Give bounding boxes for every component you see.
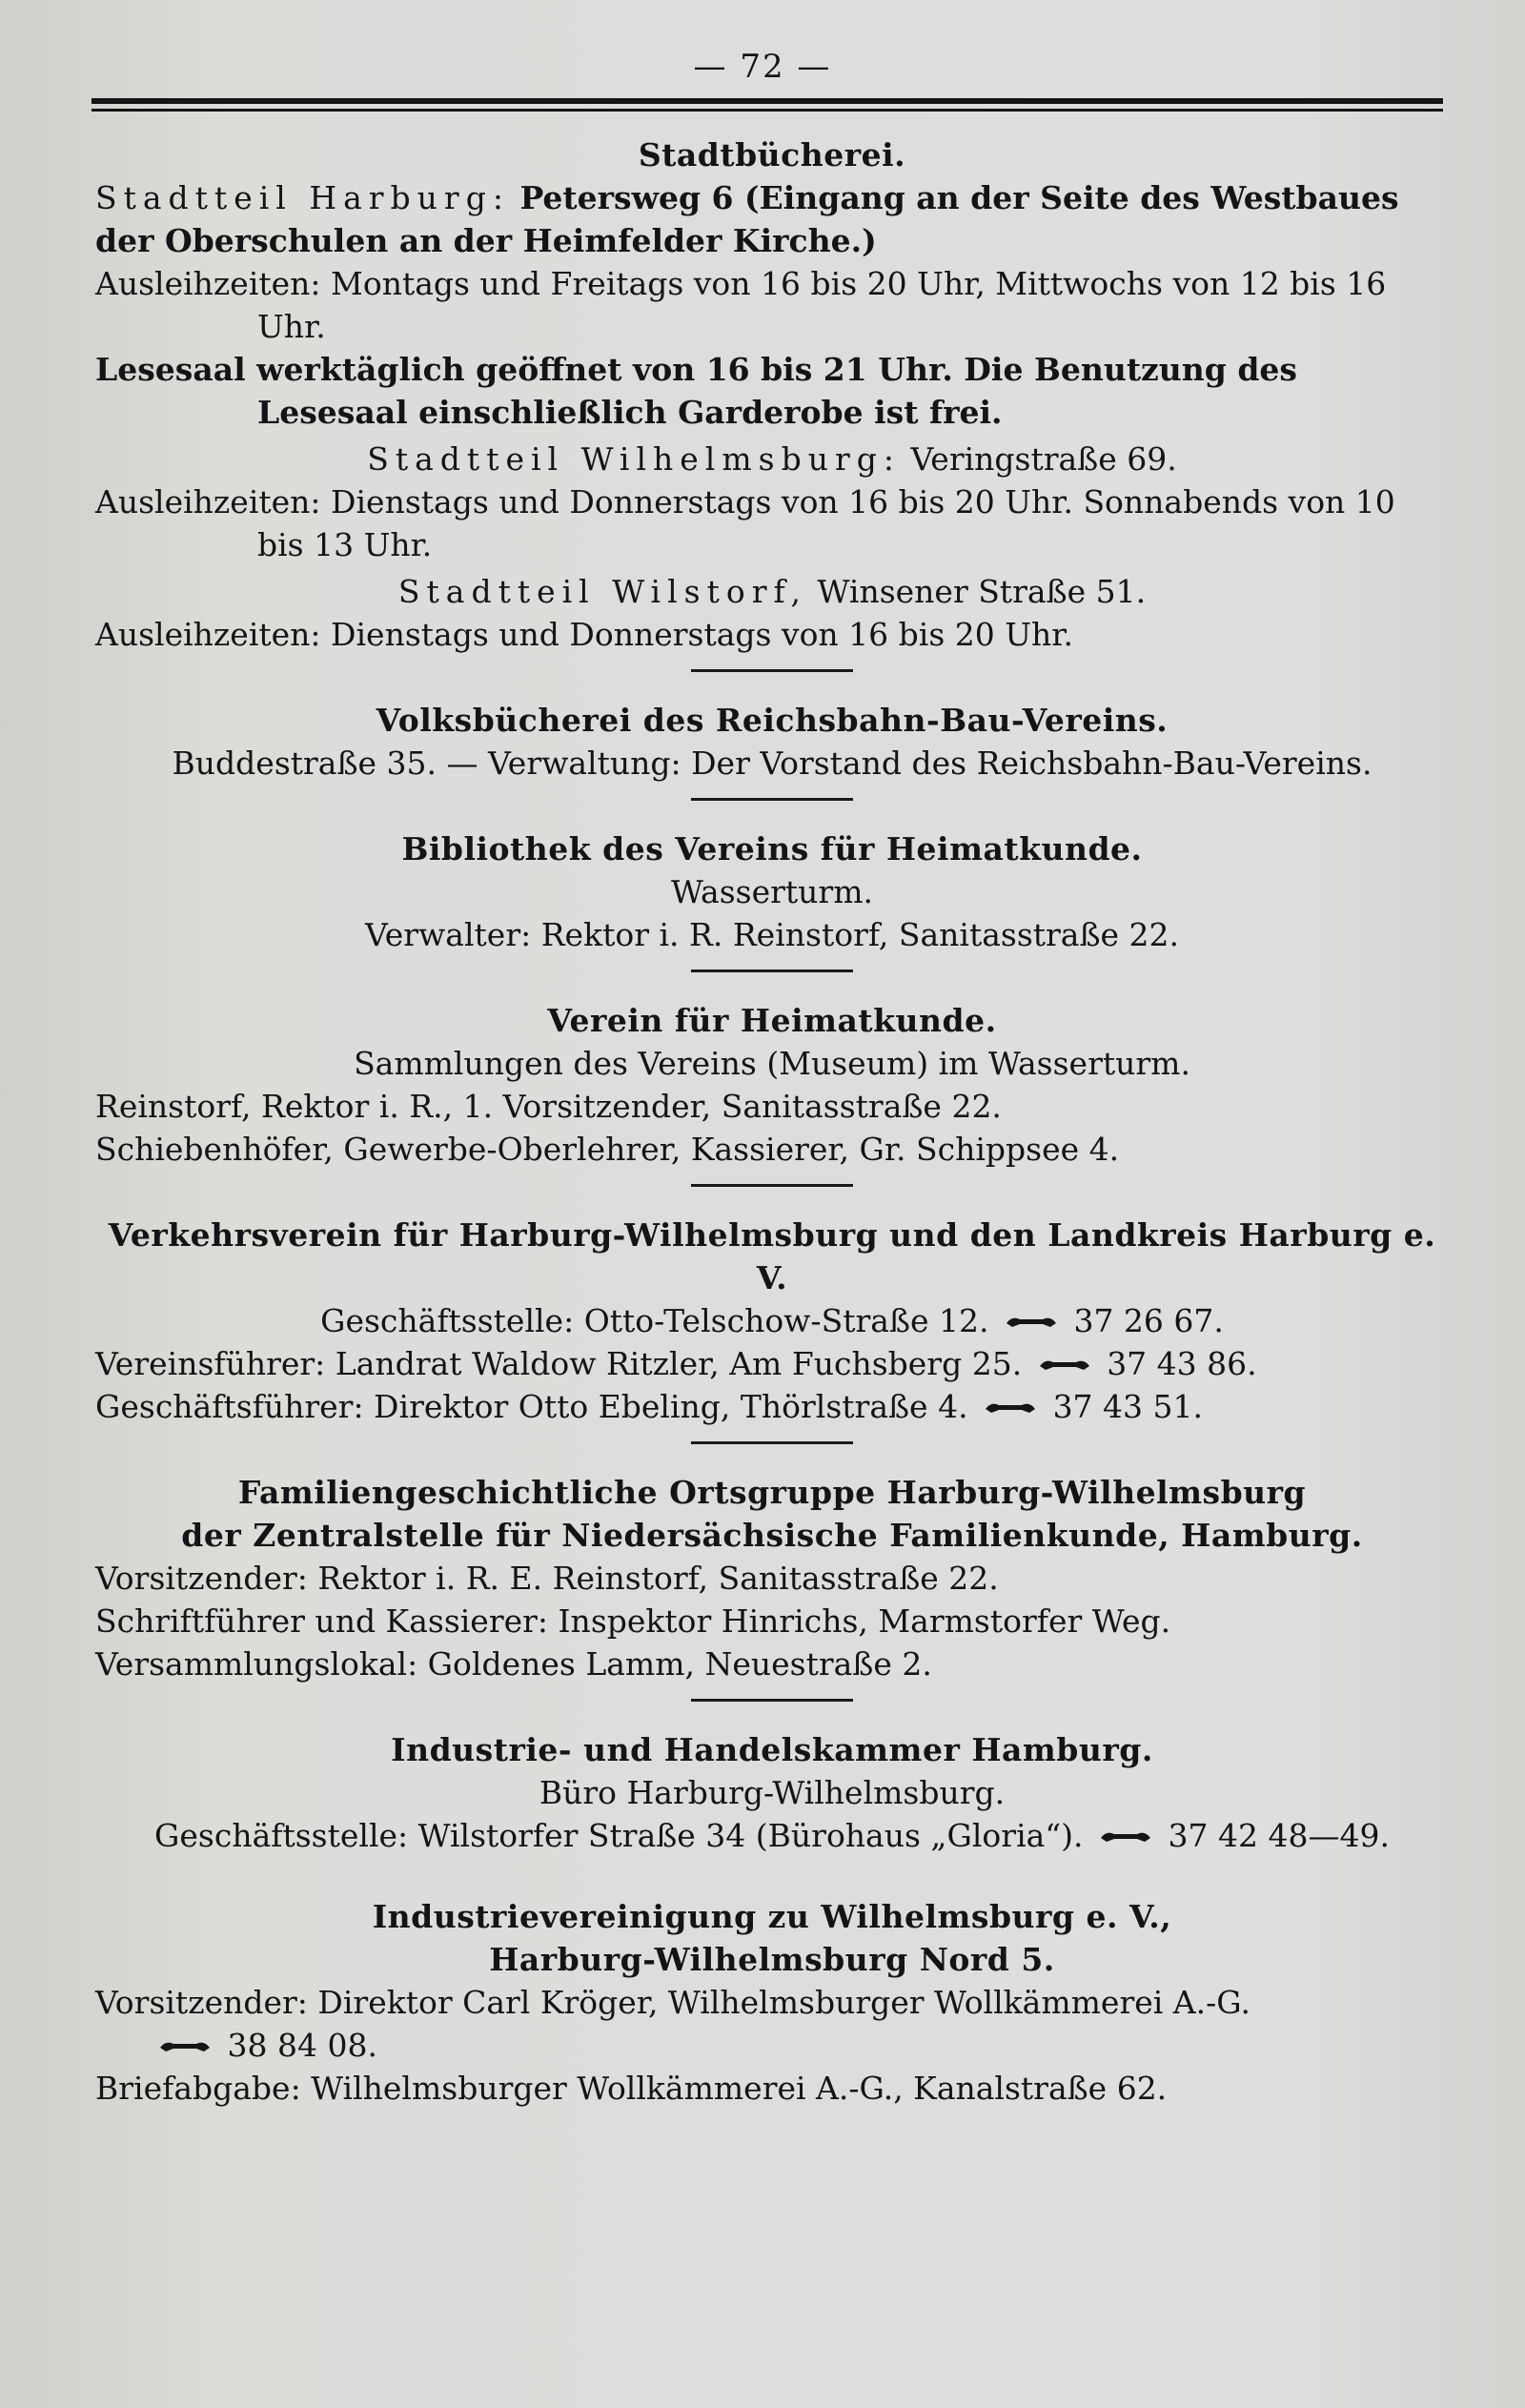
volksbuecherei-line: Buddestraße 35. — Verwaltung: Der Vorstand des Reichsbahn-Bau-Vereins.: [172, 745, 1372, 782]
separator: [691, 1699, 853, 1702]
section-title: Volksbücherei des Reichsbahn-Bau-Vereins.: [376, 702, 1169, 739]
heimatkunde-vorsitzender: Reinstorf, Rektor i. R., 1. Vorsitzender, Sanitasstraße 22.: [95, 1088, 1002, 1125]
verkehrsverein-vereinsfuehrer: [95, 1342, 1449, 1385]
section-verkehrsverein: [95, 1214, 1449, 1428]
telephone-receiver-icon: [1099, 1827, 1152, 1848]
separator: [691, 1441, 853, 1444]
section-title: Industrie- und Handelskammer Hamburg.: [391, 1731, 1153, 1768]
familie-schriftfuehrer: Schriftführer und Kassierer: Inspektor Hinrichs, Marmstorfer Weg.: [95, 1602, 1171, 1640]
separator: [691, 798, 853, 801]
heimatkunde-kassierer: Schiebenhöfer, Gewerbe-Oberlehrer, Kassierer, Gr. Schippsee 4.: [95, 1131, 1120, 1168]
section-title: Familiengeschichtliche Ortsgruppe Harburg-Wilhelmsburg: [237, 1474, 1307, 1511]
telephone-receiver-icon: [1005, 1313, 1058, 1334]
telephone-receiver-icon: [1038, 1356, 1091, 1377]
wilhelmsburg-hours: Ausleihzeiten: Dienstags und Donnerstags von 16 bis 20 Uhr. Sonnabends von 10 bis 13 Uhr.: [95, 483, 1395, 563]
phone-number: 37 42 48—49.: [1168, 1817, 1390, 1854]
section-title: Industrievereinigung zu Wilhelmsburg e. V.,: [372, 1898, 1172, 1935]
wilstorf-text: Winsener Straße 51.: [817, 573, 1147, 610]
phone-number: 37 43 51.: [1052, 1388, 1204, 1425]
harburg-hours: Ausleihzeiten: Montags und Freitags von 16 bis 20 Uhr, Mittwochs von 12 bis 16 Uhr.: [95, 265, 1387, 345]
phone-number: 37 26 67.: [1073, 1302, 1224, 1339]
industrie-briefabgabe: Briefabgabe: Wilhelmsburger Wollkämmerei A.-G., Kanalstraße 62.: [95, 2070, 1168, 2107]
section-familiengeschichte: [95, 1471, 1449, 1685]
separator: [691, 969, 853, 972]
heimatkunde-sammlungen: Sammlungen des Vereins (Museum) im Wasserturm.: [354, 1045, 1190, 1082]
separator: [691, 669, 853, 672]
header-rule-thin: [92, 109, 1443, 112]
section-volksbuecherei: [95, 699, 1449, 785]
wilstorf-label: Stadtteil Wilstorf,: [397, 573, 808, 610]
section-handelskammer: [95, 1728, 1449, 1857]
phone-number: 38 84 08.: [227, 2027, 377, 2064]
geschaeftsfuehrer-text: Geschäftsführer: Direktor Otto Ebeling, Thörlstraße 4.: [95, 1388, 968, 1425]
harburg-lesesaal: Lesesaal werktäglich geöffnet von 16 bis 21 Uhr. Die Benutzung des Lesesaal einschließlich Garderobe ist frei.: [95, 351, 1297, 431]
harburg-address: [95, 176, 1449, 262]
phone-number: 37 43 86.: [1107, 1345, 1257, 1382]
wilstorf-hours: Ausleihzeiten: Dienstags und Donnerstags von 16 bis 20 Uhr.: [95, 616, 1073, 653]
bibliothek-location: Wasserturm.: [671, 873, 873, 910]
verkehrsverein-geschaeftsfuehrer: [95, 1385, 1449, 1428]
header-rule-thick: [92, 98, 1443, 104]
section-industrievereinigung: [95, 1895, 1449, 2110]
section-subtitle: der Zentralstelle für Niedersächsische Familienkunde, Hamburg.: [181, 1517, 1363, 1554]
handelskammer-geschaeftsstelle: [95, 1814, 1449, 1857]
harburg-text: Petersweg 6 (Eingang an der Seite des Westbaues der Oberschulen an der Heimfelder Kirche.): [95, 179, 1399, 259]
familie-vorsitzender: Vorsitzender: Rektor i. R. E. Reinstorf, Sanitasstraße 22.: [95, 1560, 999, 1597]
separator: [691, 1184, 853, 1187]
verkehrsverein-geschaeftsstelle: [95, 1299, 1449, 1342]
page-content: [95, 133, 1449, 2110]
section-subtitle: Harburg-Wilhelmsburg Nord 5.: [489, 1941, 1055, 1978]
page-number: — 72 —: [693, 48, 832, 86]
section-stadtbuecherei: [95, 133, 1449, 656]
bibliothek-verwalter: Verwalter: Rektor i. R. Reinstorf, Sanitasstraße 22.: [364, 916, 1180, 953]
section-verein-heimatkunde: [95, 999, 1449, 1171]
section-bibliothek: [95, 827, 1449, 956]
section-title: Bibliothek des Vereins für Heimatkunde.: [401, 830, 1143, 867]
section-title: Verkehrsverein für Harburg-Wilhelmsburg und den Landkreis Harburg e. V.: [108, 1216, 1436, 1296]
telephone-receiver-icon: [984, 1398, 1037, 1419]
industrie-phone-line: [95, 2024, 1449, 2067]
section-title: Stadtbücherei.: [638, 136, 906, 173]
familie-versammlungslokal: Versammlungslokal: Goldenes Lamm, Neuestraße 2.: [95, 1645, 932, 1683]
wilhelmsburg-label: Stadtteil Wilhelmsburg:: [367, 440, 901, 478]
wilstorf-address: [95, 570, 1449, 613]
vereinsfuehrer-text: Vereinsführer: Landrat Waldow Ritzler, Am Fuchsberg 25.: [95, 1345, 1023, 1382]
section-title: Verein für Heimatkunde.: [547, 1002, 997, 1039]
industrie-vorsitzender: Vorsitzender: Direktor Carl Kröger, Wilhelmsburger Wollkämmerei A.-G.: [95, 1984, 1250, 2021]
handelskammer-buero: Büro Harburg-Wilhelmsburg.: [539, 1774, 1006, 1811]
geschaeftsstelle-text: Geschäftsstelle: Otto-Telschow-Straße 12.: [320, 1302, 989, 1339]
telephone-receiver-icon: [158, 2037, 212, 2058]
wilhelmsburg-text: Veringstraße 69.: [910, 440, 1177, 478]
harburg-label: Stadtteil Harburg:: [95, 179, 510, 216]
wilhelmsburg-address: [95, 438, 1449, 480]
geschaeftsstelle-text: Geschäftsstelle: Wilstorfer Straße 34 (Bürohaus „Gloria“).: [154, 1817, 1084, 1854]
